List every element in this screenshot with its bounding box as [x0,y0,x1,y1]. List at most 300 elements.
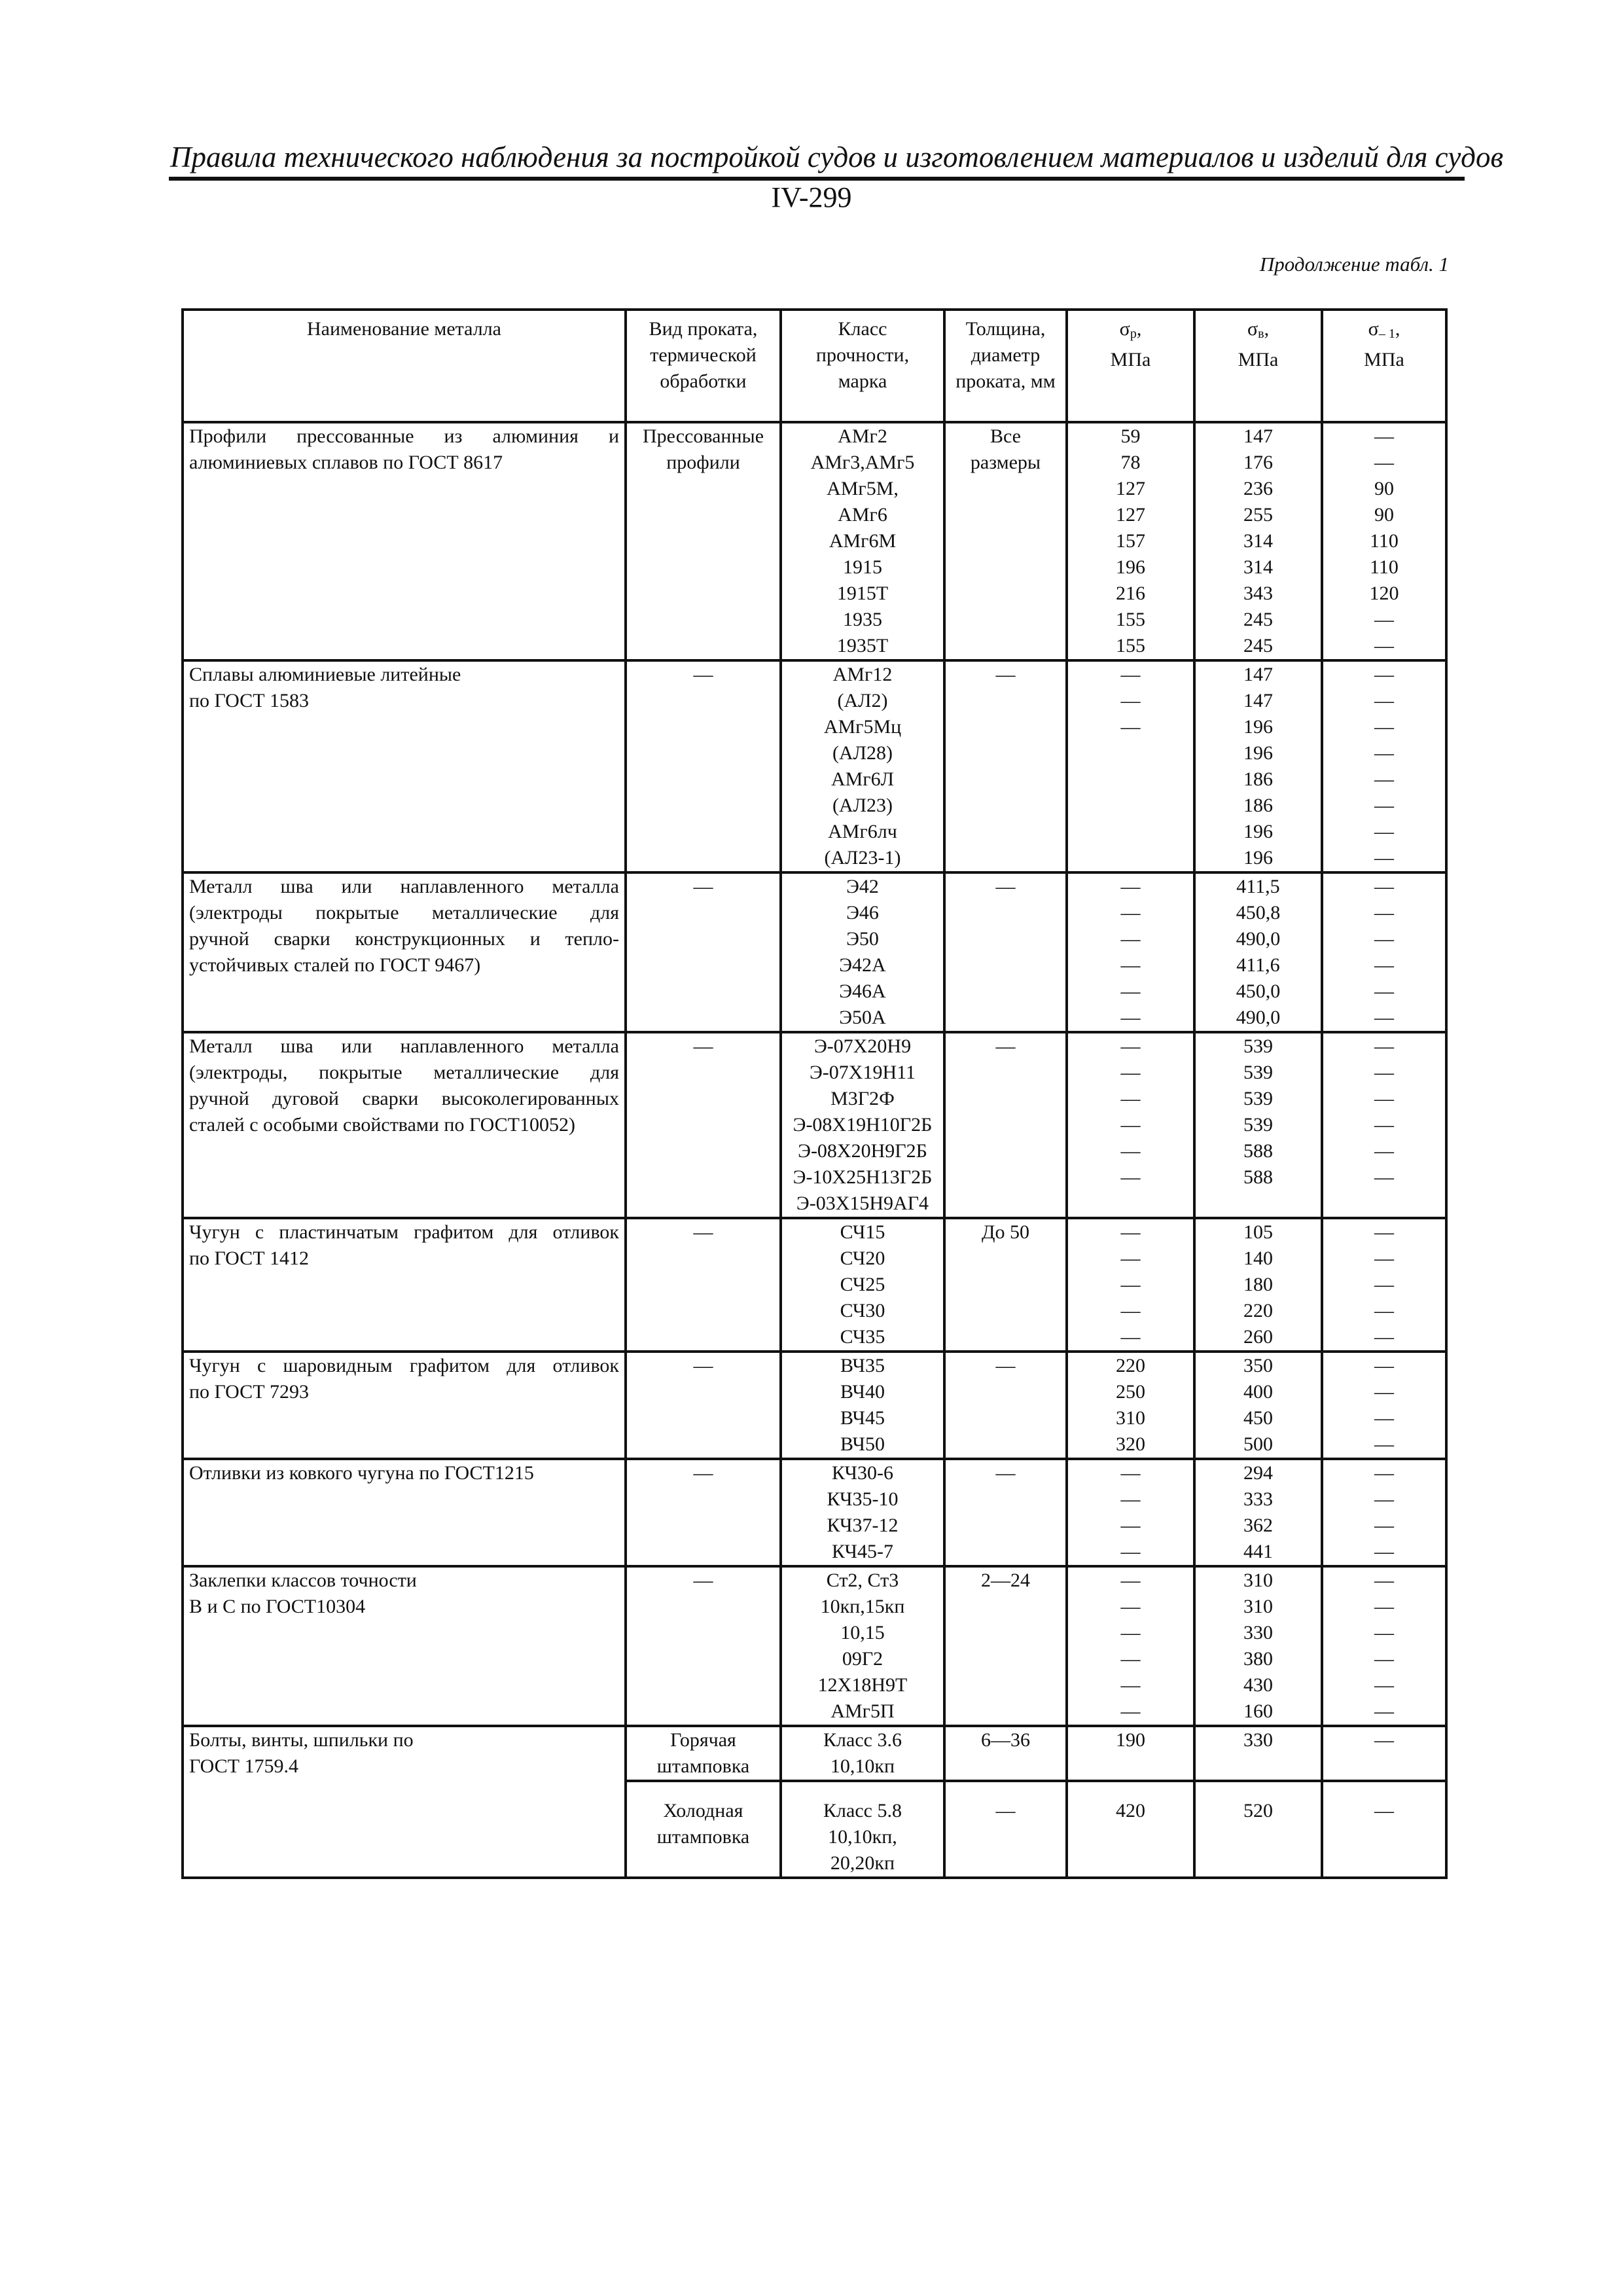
grade-value: 1935 [843,609,882,630]
metal-name-line: Профили прессованные из алюминия и [189,425,619,447]
sigma-p-value: 155 [1116,609,1145,630]
sigma-minus-1-value: — [1374,847,1394,869]
sigma-p-value: 250 [1116,1381,1145,1403]
sigma-b-value: 380 [1243,1648,1273,1670]
sigma-minus-1-value: — [1374,1247,1394,1269]
table-row [183,1032,1446,1218]
sigma-p-value: 420 [1116,1800,1145,1821]
sigma-p-value: 127 [1116,478,1145,499]
metal-name-line: (электроды покрытые металлические для [189,902,619,924]
metal-name-cell [183,1459,626,1566]
sigma-b-value: 105 [1243,1221,1273,1243]
thickness-cell [944,1218,1067,1352]
grade-value: Класс 5.8 [823,1800,902,1821]
processing-cell [626,1781,781,1878]
grade-value: АМг6лч [828,821,897,842]
sigma-p-value: — [1120,1140,1141,1162]
grade-cell [781,1781,944,1878]
grade-cell [781,1566,944,1726]
grade-value: 10,10кп, [828,1826,897,1848]
thickness-cell [944,1352,1067,1459]
sigma-minus-1-value: — [1374,1570,1394,1591]
processing-value: штамповка [656,1755,750,1777]
sigma-b-cell [1194,1032,1322,1218]
grade-cell [781,1218,944,1352]
sigma-b-value: 147 [1243,690,1273,711]
sigma-b-value: 147 [1243,664,1273,685]
grade-value: СЧ30 [840,1300,885,1321]
sigma-b-value: 245 [1243,609,1273,630]
grade-value: 10,15 [840,1622,885,1643]
sigma-p-value: — [1120,1674,1141,1696]
sigma-minus-1-cell [1322,422,1446,660]
sigma-p-cell [1067,1352,1194,1459]
thickness-value: Все [990,425,1021,447]
sigma-p-value: — [1120,1648,1141,1670]
sigma-b-value: 400 [1243,1381,1273,1403]
sigma-minus-1-value: — [1374,690,1394,711]
metal-name-line: Заклепки классов точности [189,1570,417,1591]
processing-value: — [693,1355,713,1376]
sigma-b-value: 430 [1243,1674,1273,1696]
sigma-minus-1-cell [1322,660,1446,872]
header-processing: Вид проката, термической обработки [626,310,781,422]
metal-name-cell [183,422,626,660]
sigma-b-cell [1194,1459,1322,1566]
header-sigma-p: $\sigma_р$, МПа [1067,310,1194,422]
thickness-value: — [995,876,1016,897]
processing-cell [626,1566,781,1726]
metal-name-line: устойчивых сталей по ГОСТ 9467) [189,954,481,976]
processing-cell [626,1726,781,1781]
sigma-minus-1-value: — [1374,876,1394,897]
grade-value: Э46 [846,902,879,924]
thickness-cell [944,1781,1067,1878]
sigma-b-cell [1194,1352,1322,1459]
sigma-b-value: 160 [1243,1700,1273,1722]
sigma-b-value: 180 [1243,1274,1273,1295]
sigma-b-value: 441 [1243,1541,1273,1562]
processing-value: — [693,664,713,685]
sigma-p-cell [1067,1566,1194,1726]
grade-value: М3Г2Ф [830,1088,895,1109]
sigma-minus-1-value: — [1374,1300,1394,1321]
thickness-cell [944,422,1067,660]
sigma-minus-1-value: — [1374,1674,1394,1696]
sigma-p-cell [1067,660,1194,872]
sigma-b-value: 236 [1243,478,1273,499]
grade-value: Ст2, Ст3 [826,1570,899,1591]
sigma-b-value: 196 [1243,821,1273,842]
processing-value: — [693,1221,713,1243]
thickness-cell [944,660,1067,872]
grade-value: КЧ35-10 [827,1488,899,1510]
sigma-b-value: 245 [1243,635,1273,656]
metal-name-line: алюминиевых сплавов по ГОСТ 8617 [189,452,503,473]
sigma-p-value: — [1120,1622,1141,1643]
grade-value: Э42А [839,954,886,976]
table-row [183,1352,1446,1459]
sigma-b-value: 490,0 [1236,928,1281,950]
thickness-value: — [995,1035,1016,1057]
sigma-minus-1-cell [1322,1781,1446,1878]
thickness-value: — [995,664,1016,685]
sigma-p-cell [1067,1218,1194,1352]
sigma-minus-1-value: — [1374,1488,1394,1510]
sigma-minus-1-value: — [1374,928,1394,950]
sigma-p-value: 190 [1116,1729,1145,1751]
sigma-b-value: 186 [1243,795,1273,816]
metal-name-line: Сплавы алюминиевые литейные [189,664,461,685]
sigma-b-value: 350 [1243,1355,1273,1376]
sigma-minus-1-cell [1322,1352,1446,1459]
thickness-value: 6—36 [981,1729,1030,1751]
sigma-minus-1-value: — [1374,742,1394,764]
sigma-b-value: 255 [1243,504,1273,526]
metal-name-line: сталей с особыми свойствами по ГОСТ10052) [189,1114,575,1136]
sigma-p-value: — [1120,690,1141,711]
metal-properties-table [181,308,1448,1879]
sigma-minus-1-value: — [1374,425,1394,447]
grade-value: 10кп,15кп [820,1596,905,1617]
sigma-b-value: 314 [1243,556,1273,578]
page-number: IV-299 [771,181,852,213]
sigma-b-value: 411,5 [1236,876,1280,897]
table-continuation-label: Продолжение табл. 1 [1259,253,1449,276]
table-row-bolts-hot [183,1726,1446,1781]
sigma-minus-1-value: — [1374,1462,1394,1484]
thickness-value: До 50 [982,1221,1029,1243]
sigma-b-value: 220 [1243,1300,1273,1321]
sigma-minus-1-value: — [1374,1541,1394,1562]
sigma-minus-1-value: — [1374,1114,1394,1136]
grade-cell [781,1032,944,1218]
sigma-b-value: 147 [1243,425,1273,447]
sigma-p-value: — [1120,1326,1141,1348]
thickness-cell [944,1566,1067,1726]
table-row [183,872,1446,1032]
grade-value: АМг6 [838,504,887,526]
sigma-b-cell [1194,1781,1322,1878]
sigma-p-value: 310 [1116,1407,1145,1429]
grade-value: Э-08Х20Н9Г2Б [798,1140,927,1162]
sigma-minus-1-value: — [1374,1800,1394,1821]
grade-cell [781,422,944,660]
sigma-b-value: 260 [1243,1326,1273,1348]
grade-value: 1915 [843,556,882,578]
table-row [183,1218,1446,1352]
sigma-p-value: 196 [1116,556,1145,578]
sigma-p-value: — [1120,1221,1141,1243]
thickness-cell [944,1726,1067,1781]
sigma-p-value: 220 [1116,1355,1145,1376]
sigma-minus-1-value: — [1374,1062,1394,1083]
sigma-p-value: — [1120,1088,1141,1109]
processing-value: — [693,1035,713,1057]
grade-value: 09Г2 [842,1648,883,1670]
sigma-b-value: 333 [1243,1488,1273,1510]
sigma-b-cell [1194,872,1322,1032]
sigma-minus-1-value: — [1374,1274,1394,1295]
grade-value: Э-07Х20Н9 [813,1035,912,1057]
sigma-b-value: 330 [1243,1622,1273,1643]
sigma-b-value: 450 [1243,1407,1273,1429]
grade-value: 12Х18Н9Т [817,1674,908,1696]
sigma-minus-1-value: — [1374,768,1394,790]
grade-value: (АЛ2) [837,690,888,711]
grade-value: ВЧ45 [840,1407,885,1429]
metal-name-line: ручной дуговой сварки высоколегированных [189,1088,619,1109]
sigma-p-value: — [1120,664,1141,685]
sigma-minus-1-cell [1322,1726,1446,1781]
metal-name-cell [183,1352,626,1459]
metal-name-line: Металл шва или наплавленного металла [189,876,619,897]
processing-value: Холодная [663,1800,743,1821]
grade-cell [781,1352,944,1459]
grade-value: АМг5Мц [823,716,902,738]
thickness-value: 2—24 [981,1570,1030,1591]
sigma-b-value: 490,0 [1236,1007,1281,1028]
sigma-p-cell [1067,1032,1194,1218]
grade-cell [781,1459,944,1566]
sigma-p-cell [1067,422,1194,660]
metal-name-cell [183,1218,626,1352]
sigma-p-value: — [1120,902,1141,924]
sigma-minus-1-value: 110 [1370,530,1399,552]
sigma-minus-1-value: — [1374,1407,1394,1429]
sigma-p-cell [1067,872,1194,1032]
sigma-b-value: 539 [1243,1035,1273,1057]
table-header-row [183,310,1446,422]
processing-cell [626,1459,781,1566]
sigma-p-value: — [1120,1700,1141,1722]
thickness-cell [944,1032,1067,1218]
sigma-p-value: — [1120,1114,1141,1136]
sigma-minus-1-value: — [1374,1622,1394,1643]
sigma-p-value: 127 [1116,504,1145,526]
grade-cell [781,1726,944,1781]
sigma-p-value: — [1120,1274,1141,1295]
sigma-b-value: 330 [1243,1729,1273,1751]
processing-value: — [693,1462,713,1484]
sigma-minus-1-value: — [1374,1088,1394,1109]
metal-name-cell [183,660,626,872]
grade-value: (АЛ28) [832,742,893,764]
sigma-minus-1-value: — [1374,1515,1394,1536]
sigma-p-value: — [1120,1570,1141,1591]
table-row [183,1566,1446,1726]
sigma-p-value: — [1120,1541,1141,1562]
sigma-minus-1-cell [1322,1566,1446,1726]
grade-value: 10,10кп [830,1755,895,1777]
processing-cell [626,1218,781,1352]
metal-name-cell [183,1566,626,1726]
grade-value: (АЛ23-1) [824,847,901,869]
sigma-b-value: 588 [1243,1166,1273,1188]
header-metal-name: Наименование металла [183,310,626,422]
sigma-p-value: — [1120,1596,1141,1617]
sigma-p-value: 320 [1116,1433,1145,1455]
sigma-p-value: — [1120,1007,1141,1028]
processing-value: Прессованные [642,425,764,447]
sigma-minus-1-cell [1322,1032,1446,1218]
grade-value: АМг2 [838,425,887,447]
sigma-b-value: 500 [1243,1433,1273,1455]
sigma-minus-1-value: — [1374,609,1394,630]
table-row [183,660,1446,872]
sigma-p-cell [1067,1459,1194,1566]
sigma-b-value: 314 [1243,530,1273,552]
sigma-b-value: 140 [1243,1247,1273,1269]
sigma-b-value: 196 [1243,716,1273,738]
sigma-b-value: 176 [1243,452,1273,473]
sigma-b-value: 310 [1243,1570,1273,1591]
table-row [183,1459,1446,1566]
grade-value: 20,20кп [830,1852,895,1874]
metal-name-line: Отливки из ковкого чугуна по ГОСТ1215 [189,1462,534,1484]
sigma-minus-1-value: — [1374,635,1394,656]
sigma-p-value: — [1120,1035,1141,1057]
sigma-p-value: — [1120,928,1141,950]
sigma-minus-1-value: — [1374,1433,1394,1455]
thickness-cell [944,1459,1067,1566]
sigma-minus-1-value: — [1374,1729,1394,1751]
grade-value: КЧ37-12 [827,1515,899,1536]
header-thickness: Толщина, диаметр проката, мм [944,310,1067,422]
sigma-minus-1-value: — [1374,664,1394,685]
sigma-b-value: 539 [1243,1062,1273,1083]
sigma-b-value: 520 [1243,1800,1273,1821]
sigma-p-value: — [1120,1488,1141,1510]
grade-value: Класс 3.6 [823,1729,902,1751]
sigma-b-cell [1194,1726,1322,1781]
sigma-b-value: 539 [1243,1088,1273,1109]
grade-value: СЧ25 [840,1274,885,1295]
grade-value: АМг5М, [827,478,899,499]
sigma-b-value: 539 [1243,1114,1273,1136]
grade-value: Э46А [839,980,886,1002]
sigma-p-value: — [1120,1300,1141,1321]
processing-value: профили [666,452,740,473]
thickness-value: — [995,1800,1016,1821]
header-sigma-b: $\sigma_в$, МПа [1194,310,1322,422]
grade-value: Э-07Х19Н11 [809,1062,916,1083]
metal-name-line: Болты, винты, шпильки по [189,1729,414,1751]
sigma-p-value: 78 [1120,452,1141,473]
grade-value: СЧ15 [840,1221,885,1243]
processing-value: штамповка [656,1826,750,1848]
grade-value: 1915Т [836,583,889,604]
sigma-p-value: — [1120,716,1141,738]
sigma-minus-1-value: — [1374,821,1394,842]
grade-value: АМг12 [832,664,893,685]
metal-name-line: Чугун с шаровидным графитом для отливок [189,1355,619,1376]
grade-value: АМг3,АМг5 [810,452,915,473]
metal-name-cell [183,1726,626,1878]
sigma-p-value: 216 [1116,583,1145,604]
sigma-minus-1-value: 90 [1374,504,1394,526]
sigma-p-value: 157 [1116,530,1145,552]
sigma-b-value: 450,8 [1236,902,1281,924]
sigma-b-value: 294 [1243,1462,1273,1484]
sigma-minus-1-value: — [1374,1355,1394,1376]
sigma-b-cell [1194,660,1322,872]
sigma-p-value: — [1120,876,1141,897]
sigma-minus-1-value: — [1374,1700,1394,1722]
sigma-p-value: — [1120,1062,1141,1083]
processing-value: — [693,1570,713,1591]
sigma-minus-1-value: 120 [1369,583,1399,604]
metal-name-line: Чугун с пластинчатым графитом для отливок [189,1221,619,1243]
sigma-b-cell [1194,1218,1322,1352]
sigma-b-value: 588 [1243,1140,1273,1162]
thickness-value: размеры [970,452,1041,473]
sigma-minus-1-value: — [1374,902,1394,924]
metal-name-cell [183,872,626,1032]
sigma-b-value: 196 [1243,847,1273,869]
sigma-b-value: 310 [1243,1596,1273,1617]
grade-cell [781,872,944,1032]
metal-name-line: В и С по ГОСТ10304 [189,1596,366,1617]
sigma-p-cell [1067,1726,1194,1781]
table-row [183,422,1446,660]
thickness-cell [944,872,1067,1032]
sigma-minus-1-value: — [1374,1140,1394,1162]
sigma-b-value: 343 [1243,583,1273,604]
sigma-minus-1-value: — [1374,1221,1394,1243]
grade-value: АМг5П [830,1700,895,1722]
grade-value: 1935Т [836,635,889,656]
sigma-p-value: — [1120,1462,1141,1484]
grade-value: ВЧ50 [840,1433,885,1455]
sigma-p-value: — [1120,1515,1141,1536]
sigma-p-value: 59 [1120,425,1141,447]
metal-name-line: Металл шва или наплавленного металла [189,1035,619,1057]
sigma-minus-1-value: — [1374,1381,1394,1403]
grade-cell [781,660,944,872]
metal-name-cell [183,1032,626,1218]
sigma-b-value: 186 [1243,768,1273,790]
sigma-b-value: 411,6 [1236,954,1280,976]
processing-cell [626,422,781,660]
grade-value: Э-10Х25Н13Г2Б [793,1166,933,1188]
grade-value: СЧ20 [840,1247,885,1269]
thickness-value: — [995,1355,1016,1376]
sigma-p-value: — [1120,980,1141,1002]
sigma-b-value: 362 [1243,1515,1273,1536]
sigma-p-value: — [1120,954,1141,976]
grade-value: АМг6Л [831,768,894,790]
metal-name-line: по ГОСТ 7293 [189,1381,310,1403]
sigma-minus-1-cell [1322,872,1446,1032]
running-header-title: Правила технического наблюдения за постройкой судов и изготовлением материалов и изделий для судов [170,141,1503,173]
sigma-minus-1-value: — [1374,980,1394,1002]
processing-value: Горячая [670,1729,736,1751]
sigma-minus-1-value: — [1374,1596,1394,1617]
sigma-p-value: 155 [1116,635,1145,656]
grade-value: СЧ35 [840,1326,885,1348]
metal-name-line: ГОСТ 1759.4 [189,1755,298,1777]
grade-value: Э-03Х15Н9АГ4 [796,1193,929,1214]
grade-value: АМг6М [829,530,897,552]
sigma-minus-1-value: — [1374,1648,1394,1670]
grade-value: ВЧ35 [840,1355,885,1376]
metal-name-line: по ГОСТ 1412 [189,1247,310,1269]
sigma-minus-1-cell [1322,1218,1446,1352]
sigma-minus-1-value: — [1374,716,1394,738]
sigma-p-cell [1067,1781,1194,1878]
grade-value: КЧ45-7 [831,1541,894,1562]
